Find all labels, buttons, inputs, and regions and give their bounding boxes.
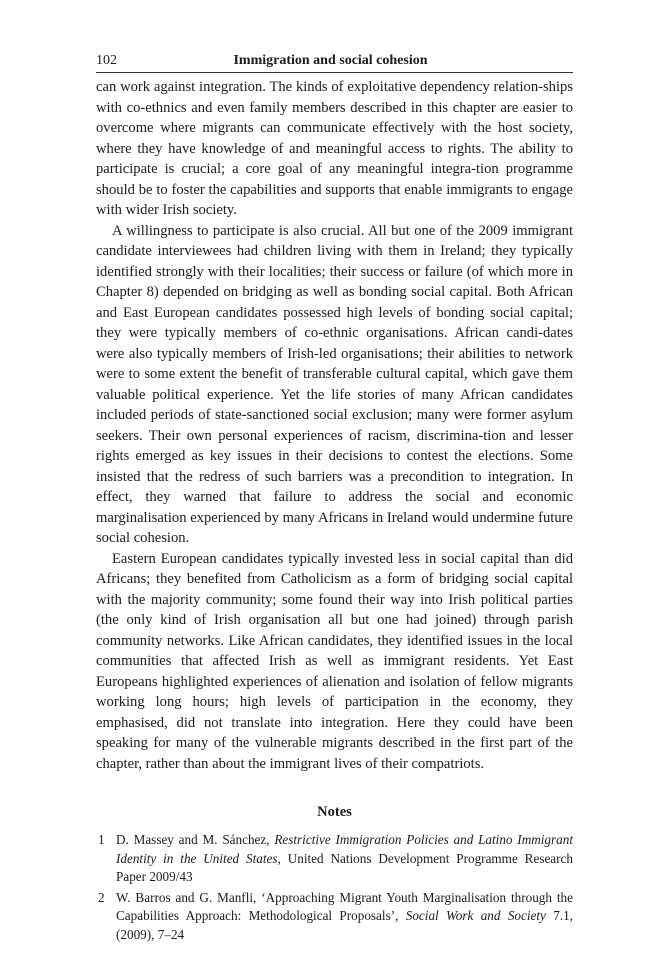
note-number: 1 <box>98 832 105 847</box>
note-item <box>96 831 573 887</box>
running-title: Immigration and social cohesion <box>233 53 428 68</box>
note-text <box>116 831 573 887</box>
paragraph-3: Eastern European candidates typically invested less in social capital than did Africans; they benefited from Catholicism as a form of bridging social capital with the majority community; some found their way into Irish political parties (the only kind of Irish organisation all but one had joined) through parish community networks. Like African candidates, they identified issues in the local communities that affected Irish as well as immigrant residents. Yet East Europeans highlighted experiences of alienation and isolation of fellow migrants working long hours; high levels of participation in the economy, they emphasised, did not translate into integration. Here they could have been speaking for many of the vulnerable migrants described in the first part of the chapter, rather than about the immigrant lives of their compatriots. <box>96 550 573 772</box>
page-number: 102 <box>96 53 117 68</box>
note-text-after: 7.1, (2009), 7–24 <box>116 908 573 942</box>
notes-list <box>96 831 573 944</box>
note-text-after: , United Nations Development Programme Research Paper 2009/43 <box>116 850 573 884</box>
note-text <box>116 889 573 945</box>
notes-heading: Notes <box>317 804 352 820</box>
note-text-before: D. Massey and M. Sánchez, <box>116 832 275 847</box>
note-number: 2 <box>98 889 105 905</box>
paragraph-1: can work against integration. The kinds of exploitative dependency relation-ships with co-ethnics and even family members described in this chapter are easier to overcome where migrants can communicate effectively with the host society, where they have knowledge of and meaningful access to rights. The ability to participate is crucial; a core goal of any meaningful integra-tion programme should be to foster the capabilities and supports that enable immigrants to engage with wider Irish society. <box>96 79 573 218</box>
book-page <box>96 52 573 946</box>
body-text <box>96 77 573 774</box>
paragraph-2: A willingness to participate is also crucial. All but one of the 2009 immigrant candidate interviewees had children living with them in Ireland; they typically identified strongly with their localities; their success or failure (of which more in Chapter 8) depended on bridging as well as bonding social capital. Both African and East European candidates possessed high levels of bonding social capital; they were typically members of co-ethnic organisations. African candi-dates were also typically members of Irish-led organisations; their abilities to network were to some extent the benefit of transferable cultural capital, which gave them valuable political experience. Yet the life stories of many African candidates included periods of state-sanctioned social exclusion; many were former asylum seekers. Their own personal experiences of racism, discrimina-tion and lesser rights emerged as key issues in their decisions to contest the elections. Some insisted that the redress of such barriers was a precondition to integration. In effect, they warned that failure to address the social and economic marginalisation experienced by many Africans in Ireland would undermine future social cohesion. <box>96 222 573 546</box>
note-title-italic: Social Work and Society <box>405 908 546 923</box>
note-text-before: W. Barros and G. Manfli, ‘Approaching Migrant Youth Marginalisation through the Capabilities Approach: Methodological Proposals’, <box>116 889 573 923</box>
running-header <box>96 52 573 73</box>
note-title-italic: Restrictive Immigration Policies and Latino Immigrant Identity in the United States <box>116 832 573 866</box>
note-item <box>96 889 573 945</box>
